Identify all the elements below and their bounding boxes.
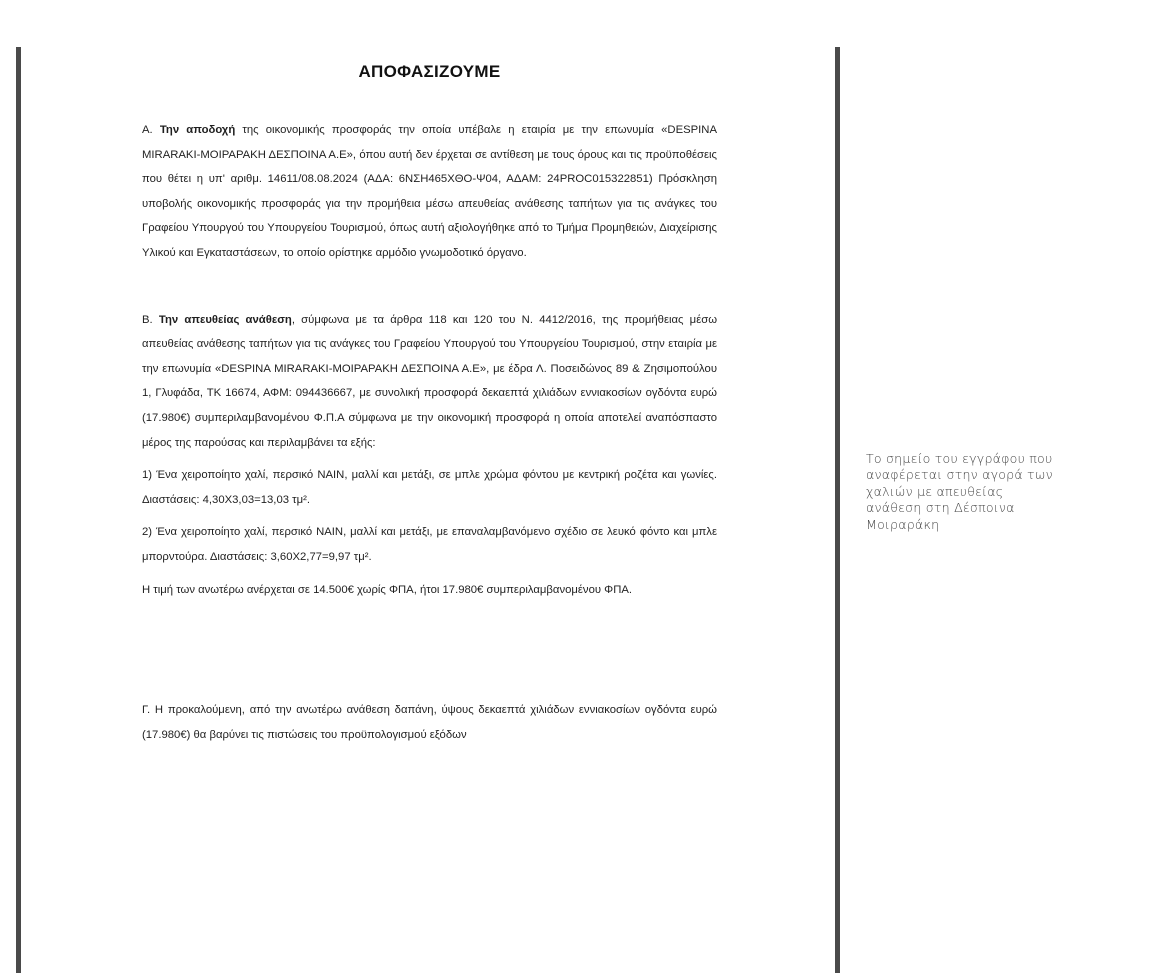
- paragraph-c: Γ. Η προκαλούμενη, από την ανωτέρω ανάθεση δαπάνη, ύψους δεκαεπτά χιλιάδων εννιακοσίων ογδόντα ευρώ (17.980€) θα βαρύνει τις πιστώσεις του προϋπολογισμού εξόδων: [142, 704, 717, 741]
- document-left-border: [16, 47, 21, 973]
- document-heading: ΑΠΟΦΑΣΙΖΟΥΜΕ: [358, 62, 501, 81]
- document-right-border: [835, 47, 840, 973]
- side-annotation: Το σημείο του εγγράφου που αναφέρεται στην αγορά των χαλιών με απευθείας ανάθεση στη Δέσποινα Μοιραράκη: [866, 451, 1053, 532]
- paragraph-b: [142, 308, 717, 456]
- paragraph-b-prefix: Β.: [142, 313, 159, 326]
- paragraph-b-bold: Την απευθείας ανάθεση: [158, 313, 292, 326]
- paragraph-a-bold: Την αποδοχή: [159, 124, 236, 136]
- carpet-item-2: 2) Ένα χειροποίητο χαλί, περσικό NAIN, μαλλί και μετάξι, με επαναλαμβανόμενο σχέδιο σε λευκό φόντο και μπλε μπορντούρα. Διαστάσεις: 3,60Χ2,77=9,97 τμ².: [142, 526, 717, 563]
- document-page: [142, 62, 717, 747]
- paragraph-a-text: της οικονομικής προσφοράς την οποία υπέβαλε η εταιρία με την επωνυμία «DESPINA MIRARAKI-ΜΟΙΡΑΡΑΚΗ ΔΕΣΠΟΙΝΑ Α.Ε», όπου αυτή δεν έρχεται σε αντίθεση με τους όρους και τις προϋποθέσεις που θέτει η υπ' αριθμ. 14611/08.08.2024 (ΑΔΑ: 6ΝΣΗ465ΧΘΟ-Ψ04, ΑΔΑΜ: 24PROC015322851) Πρόσκληση υποβολής οικονομικής προσφοράς για την προμήθεια μέσω απευθείας ανάθεσης ταπήτων για τις ανάγκες του Γραφείου Υπουργού του Υπουργείου Τουρισμού, όπως αυτή αξιολογήθηκε από το Τμήμα Προμηθειών, Διαχείρισης Υλικού και Εγκαταστάσεων, το οποίο ορίστηκε αρμόδιο γνωμοδοτικό όργανο.: [142, 124, 717, 259]
- paragraph-a: [142, 118, 717, 266]
- paragraph-b-text: , σύμφωνα με τα άρθρα 118 και 120 του Ν. 4412/2016, της προμήθειας μέσω απευθείας ανάθεσης ταπήτων για τις ανάγκες του Γραφείου Υπουργού του Υπουργείου Τουρισμού, στην εταιρία με την επωνυμία «DESPINA MIRARAKI-ΜΟΙΡΑΡΑΚΗ ΔΕΣΠΟΙΝΑ Α.Ε», με έδρα Λ. Ποσειδώνος 89 & Ζησιμοπούλου 1, Γλυφάδα, ΤΚ 16674, ΑΦΜ: 094436667, με συνολική προσφορά δεκαεπτά χιλιάδων εννιακοσίων ογδόντα ευρώ (17.980€) συμπεριλαμβανομένου Φ.Π.Α σύμφωνα με την οικονομική προσφορά η οποία αποτελεί αναπόσπαστο μέρος της παρούσας και περιλαμβάνει τα εξής:: [142, 313, 718, 449]
- price-note: Η τιμή των ανωτέρω ανέρχεται σε 14.500€ χωρίς ΦΠΑ, ήτοι 17.980€ συμπεριλαμβανομένου ΦΠΑ.: [142, 583, 633, 596]
- carpet-item-1: 1) Ένα χειροποίητο χαλί, περσικό NAIN, μαλλί και μετάξι, σε μπλε χρώμα φόντου με κεντρική ροζέτα και γωνίες. Διαστάσεις: 4,30Χ3,03=13,03 τμ².: [142, 469, 717, 506]
- paragraph-a-prefix: Α.: [142, 124, 160, 136]
